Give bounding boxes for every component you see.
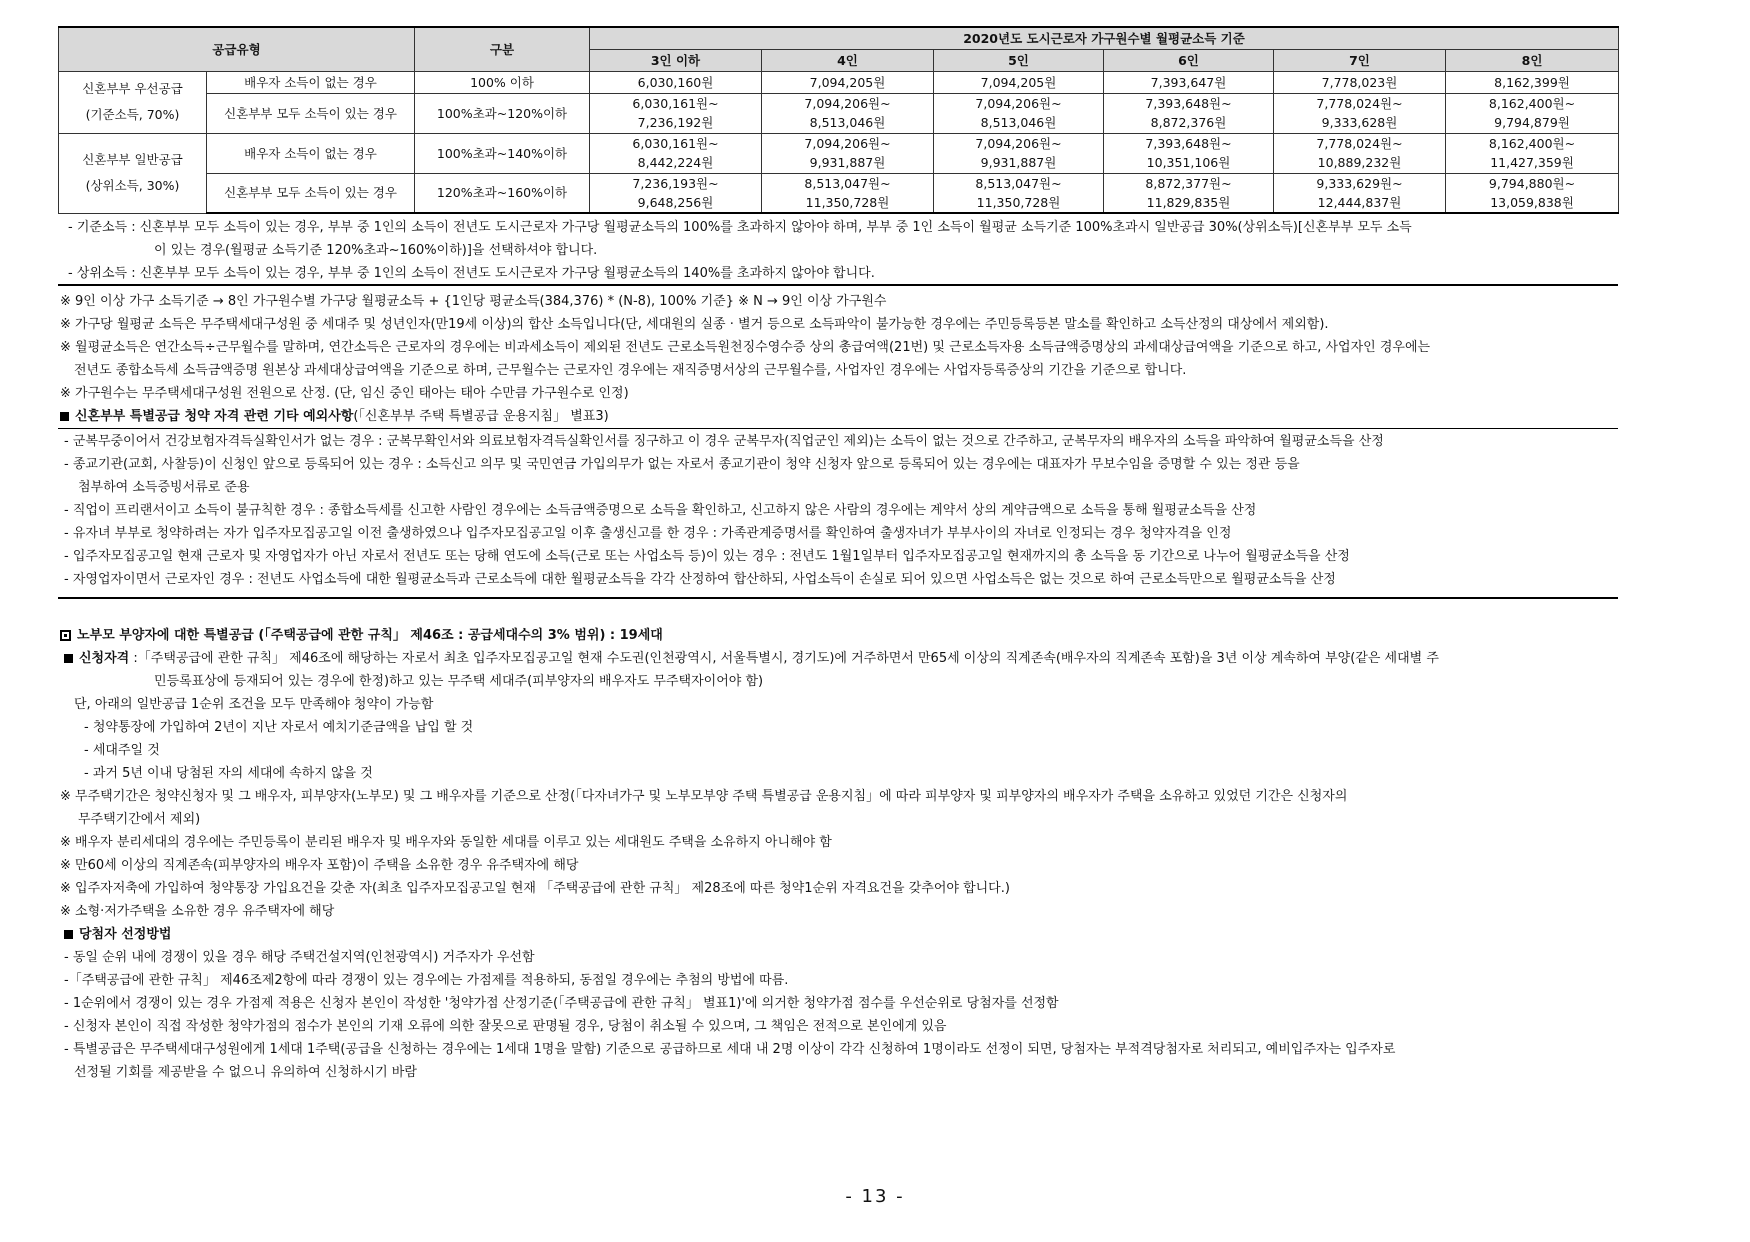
income-value: 9,931,887원 [809,155,886,170]
winner-item: - 특별공급은 무주택세대구성원에게 1세대 1주택(공급을 신청하는 경우에는 1세대 1명을 말함) 기준으로 공급하므로 세대 내 2명 이상이 각각 신청하여 1명이라도 선정이 되면, 당첨자는 부적격당첨자로 처리되고, 예비입주자는 입주자로 [64,1042,1396,1057]
remark-item: ※ 배우자 분리세대의 경우에는 주민등록이 분리된 배우자 및 배우자와 동일한 세대를 이루고 있는 세대원도 주택을 소유하지 아니해야 함 [60,835,832,850]
income-value: 7,236,192원 [637,115,714,130]
winner-item: - 동일 순위 내에 경쟁이 있을 경우 해당 주택건설지역(인천광역시) 거주자가 우선함 [64,950,535,965]
income-value: 11,350,728원 [805,194,890,210]
divider [58,597,1618,599]
income-value: 7,094,206원~ [804,136,891,151]
exception-item: - 유자녀 부부로 청약하려는 자가 입주자모집공고일 이전 출생하였으나 입주자모집공고일 이후 출생신고를 한 경우 : 가족관계증명서를 확인하여 출생자녀가 부부사이의 자녀로 인정되는 경우 청약자격을 인정 [64,526,1232,541]
exception-title: 신혼부부 특별공급 청약 자격 관련 기타 예외사항 [75,409,354,424]
income-value: 7,094,206원~ [804,96,891,111]
remark-line: ※ 가구당 월평균 소득은 무주택세대구성원 중 세대주 및 성년인자(만19세 이상)의 합산 소득입니다(단, 세대원의 실종 · 별거 등으로 소득파악이 불가능한 경우에는 주민등록등본 말소를 확인하고 소득산정의 대상에서 제외함). [60,317,1329,332]
qualification-line [60,647,1630,670]
income-value-cell [590,133,762,173]
exception-heading [60,405,1620,428]
income-value-cell [762,93,934,133]
remark-item: ※ 소형·저가주택을 소유한 경우 유주택자에 해당 [60,904,335,919]
supply-group-label [59,133,207,213]
income-value: 9,648,256원 [637,194,714,210]
income-value: 9,333,629원~ [1316,175,1403,191]
income-value-cell [762,71,934,93]
note-line: - 기준소득 : 신혼부부 모두 소득이 있는 경우, 부부 중 1인의 소득이 전년도 도시근로자 가구당 월평균소득의 100%를 초과하지 않아야 하며, 부부 중 1인 소득이 월평균 소득기준 100%초과시 일반공급 30%(상위소득)[신혼부부 모두 소득 [68,220,1412,235]
income-value: 7,778,023원 [1321,74,1398,90]
income-value-cell [934,93,1104,133]
income-value-cell [934,133,1104,173]
page-number: - 13 - [845,1186,905,1207]
income-value: 11,350,728원 [976,194,1061,210]
exception-item: 첨부하여 소득증빙서류로 준용 [78,480,250,495]
income-range-cell: 100%초과~120%이하 [415,93,590,133]
header-household-col: 7인 [1274,49,1446,71]
income-value: 9,333,628원 [1321,115,1398,130]
remark-line: 전년도 종합소득세 소득금액증명 원본상 과세대상급여액을 기준으로 하며, 근무월수는 근로자인 경우에는 재직증명서상의 근무월수를, 사업자인 경우에는 사업자등록증상의 기간을 기준으로 합니다. [74,363,1187,378]
income-value-cell [1104,133,1274,173]
qualification-label: 신청자격 [79,651,130,666]
income-value: 8,872,376원 [1150,115,1227,130]
qualification-line: 민등록표상에 등재되어 있는 경우에 한정)하고 있는 무주택 세대주(피부양자의 배우자도 무주택자이어야 함) [154,674,764,689]
income-value: 7,236,193원~ [632,175,719,191]
income-value: 10,351,106원 [1146,155,1231,170]
section-title: 노부모 부양자에 대한 특별공급 (「주택공급에 관한 규칙」 제46조 : 공급세대수의 3% 범위) : 19세대 [60,624,1630,647]
income-value: 8,442,224원 [637,155,714,170]
income-value-cell [1274,133,1446,173]
income-value: 7,094,206원~ [975,136,1062,151]
header-income-group-title: 2020년도 도시근로자 가구원수별 월평균소득 기준 [590,27,1619,49]
income-notes [68,216,1628,285]
income-value: 8,872,377원~ [1145,175,1232,191]
income-value: 7,094,205원 [980,74,1057,90]
income-value-cell [590,71,762,93]
bullet-square-icon [64,930,73,939]
exception-item: - 군복무중이어서 건강보험자격득실확인서가 없는 경우 : 군복무확인서와 의료보험자격득실확인서를 징구하고 이 경우 군복무자(직업군인 제외)는 소득이 없는 것으로 간주하고, 군복무자의 배우자의 소득을 파악하여 월평균소득을 산정 [64,434,1384,449]
income-value: 8,162,400원~ [1488,96,1576,111]
exception-item: - 종교기관(교회, 사찰등)이 신청인 앞으로 등록되어 있는 경우 : 소득신고 의무 및 국민연금 가입의무가 없는 자로서 종교기관이 청약 신청자 앞으로 등록되어 있는 경우에는 대표자가 무보수임을 증명할 수 있는 정관 등을 [64,457,1300,472]
remark-item: 무주택기간에서 제외) [78,812,201,827]
winner-item: - 1순위에서 경쟁이 있는 경우 가점제 적용은 신청자 본인이 작성한 '청약가점 산정기준(「주택공급에 관한 규칙」 별표1)'에 의거한 청약가점 점수를 우선순위로 당첨자를 선정함 [64,996,1059,1011]
income-type-cell: 배우자 소득이 없는 경우 [207,71,415,93]
income-value-cell [1104,93,1274,133]
income-type-cell: 신혼부부 모두 소득이 있는 경우 [207,173,415,213]
note-line: 이 있는 경우(월평균 소득기준 120%초과~160%이하)]을 선택하셔야 합니다. [154,243,598,258]
income-value: 9,931,887원 [980,155,1057,170]
table-row [59,93,1619,133]
income-table-body [59,71,1619,213]
income-value: 7,393,647원 [1150,74,1227,90]
table-row [59,173,1619,213]
income-value: 8,162,400원~ [1488,136,1576,151]
winner-item: -「주택공급에 관한 규칙」 제46조제2항에 따라 경쟁이 있는 경우에는 가점제를 적용하되, 동점일 경우에는 추첨의 방법에 따름. [64,973,789,988]
income-value: 8,162,399원 [1494,74,1570,90]
header-category: 구분 [415,27,590,71]
remark-item: ※ 입주자저축에 가입하여 청약통장 가입요건을 갖춘 자(최초 입주자모집공고일 현재 「주택공급에 관한 규칙」 제28조에 따른 청약1순위 자격요건을 갖추어야 합니다.) [60,881,1010,896]
income-value-cell [1104,173,1274,213]
remark-line: ※ 9인 이상 가구 소득기준 → 8인 가구원수별 가구당 월평균소득 + {1인당 평균소득(384,376) * (N-8), 100% 기준} ※ N → 9인 이상 가구원수 [60,294,887,309]
income-value-cell [1446,133,1619,173]
income-value-cell [934,173,1104,213]
section-square-icon [60,630,71,641]
income-value: 11,829,835원 [1146,194,1231,210]
income-range-cell: 100%초과~140%이하 [415,133,590,173]
income-value-cell [1104,71,1274,93]
income-value: 7,094,205원 [809,74,886,90]
exception-item: - 직업이 프리랜서이고 소득이 불규칙한 경우 : 종합소득세를 신고한 사람인 경우에는 소득금액증명으로 소득을 확인하고, 신고하지 않은 사람의 경우에는 계약서 상의 계약금액으로 소득을 통해 월평균소득을 산정 [64,503,1257,518]
remark-line: ※ 가구원수는 무주택세대구성원 전원으로 산정. (단, 임신 중인 태아는 태아 수만큼 가구원수로 인정) [60,386,629,401]
exception-item: - 자영업자이면서 근로자인 경우 : 전년도 사업소득에 대한 월평균소득과 근로소득에 대한 월평균소득을 각각 산정하여 합산하되, 사업소득이 손실로 되어 있으면 사업소득은 없는 것으로 하여 근로소득만으로 월평균소득을 산정 [64,572,1336,587]
divider [58,284,1618,286]
header-household-col: 8인 [1446,49,1619,71]
income-criteria-table [58,26,1619,214]
income-value-cell [1446,71,1619,93]
income-type-cell: 배우자 소득이 없는 경우 [207,133,415,173]
income-value-cell [1274,71,1446,93]
income-value: 13,059,838원 [1490,194,1574,210]
bullet-square-icon [64,654,73,663]
header-household-col: 3인 이하 [590,49,762,71]
condition-item: - 세대주일 것 [84,743,160,758]
condition-item: - 청약통장에 가입하여 2년이 지난 자로서 예치기준금액을 납입 할 것 [84,720,474,735]
income-value: 8,513,046원 [980,115,1057,130]
exception-ref: (「신혼부부 주택 특별공급 운용지침」 별표3) [353,409,609,424]
income-value: 10,889,232원 [1317,155,1402,170]
remark-line: ※ 월평균소득은 연간소득÷근무월수를 말하며, 연간소득은 근로자의 경우에는 비과세소득이 제외된 전년도 근로소득원천징수영수증 상의 총급여액(21번) 및 근로소득자용 소득금액증명상의 과세대상급여액을 기준으로 하고, 사업자인 경우에는 [60,340,1431,355]
income-value: 7,778,024원~ [1316,96,1403,111]
income-value-cell [590,93,762,133]
header-household-col: 6인 [1104,49,1274,71]
header-household-col: 5인 [934,49,1104,71]
remark-item: ※ 무주택기간은 청약신청자 및 그 배우자, 피부양자(노부모) 및 그 배우자를 기준으로 산정(「다자녀가구 및 노부모부양 주택 특별공급 운용지침」에 따라 피부양자 및 피부양자의 배우자가 주택을 소유하고 있었던 기간은 신청자의 [60,789,1348,804]
income-range-cell: 120%초과~160%이하 [415,173,590,213]
income-value: 7,778,024원~ [1316,136,1403,151]
income-value: 12,444,837원 [1317,194,1402,210]
elderly-support-section [60,624,1630,1084]
supply-group-name: 신혼부부 일반공급 [82,152,183,167]
income-value-cell [590,173,762,213]
supply-group-label [59,71,207,133]
supply-group-name: 신혼부부 우선공급 [82,81,183,96]
income-range-cell: 100% 이하 [415,71,590,93]
income-value: 7,393,648원~ [1145,136,1232,151]
income-value: 6,030,160원 [637,74,714,90]
supply-group-ratio: (기준소득, 70%) [85,107,180,122]
income-value: 6,030,161원~ [632,136,719,151]
income-value: 7,393,648원~ [1145,96,1232,111]
divider [58,428,1618,429]
income-value: 9,794,879원 [1494,115,1570,130]
income-value: 6,030,161원~ [632,96,719,111]
income-value: 8,513,047원~ [804,175,891,191]
income-type-cell: 신혼부부 모두 소득이 있는 경우 [207,93,415,133]
income-value-cell [1446,93,1619,133]
winner-item: - 신청자 본인이 직접 작성한 청약가점의 점수가 본인의 기재 오류에 의한 잘못으로 판명될 경우, 당첨이 취소될 수 있으며, 그 책임은 전적으로 본인에게 있음 [64,1019,947,1034]
income-remarks [60,290,1620,428]
remark-item: ※ 만60세 이상의 직계존속(피부양자의 배우자 포함)이 주택을 소유한 경우 유주택자에 해당 [60,858,579,873]
income-value: 8,513,046원 [809,115,886,130]
condition-item: - 과거 5년 이내 당첨된 자의 세대에 속하지 않을 것 [84,766,373,781]
income-value: 9,794,880원~ [1488,175,1576,191]
condition-intro: 단, 아래의 일반공급 1순위 조건을 모두 만족해야 청약이 가능함 [74,697,434,712]
winner-heading: 당첨자 선정방법 [60,923,1630,946]
income-value-cell [1274,173,1446,213]
exception-item: - 입주자모집공고일 현재 근로자 및 자영업자가 아닌 자로서 전년도 또는 당해 연도에 소득(근로 또는 사업소득 등)이 있는 경우 : 전년도 1월1일부터 입주자모집공고일 현재까지의 총 소득을 동 기간으로 나누어 월평균소득을 산정 [64,549,1350,564]
note-line: - 상위소득 : 신혼부부 모두 소득이 있는 경우, 부부 중 1인의 소득이 전년도 도시근로자 가구당 월평균소득의 140%를 초과하지 않아야 합니다. [68,266,875,281]
header-household-col: 4인 [762,49,934,71]
income-value-cell [762,133,934,173]
bullet-square-icon [60,412,69,421]
income-value: 7,094,206원~ [975,96,1062,111]
table-row [59,71,1619,93]
income-value-cell [934,71,1104,93]
income-table-wrap [58,26,1618,214]
header-supply-type: 공급유형 [59,27,415,71]
income-value: 11,427,359원 [1490,155,1574,170]
income-value: 8,513,047원~ [975,175,1062,191]
winner-item: 선정될 기회를 제공받을 수 없으니 유의하여 신청하시기 바람 [74,1065,417,1080]
income-value-cell [1446,173,1619,213]
table-row [59,133,1619,173]
exception-list [64,430,1624,591]
supply-group-ratio: (상위소득, 30%) [85,178,180,193]
income-value-cell [762,173,934,213]
qualification-text: :「주택공급에 관한 규칙」 제46조에 해당하는 자로서 최초 입주자모집공고일 현재 수도권(인천광역시, 서울특별시, 경기도)에 거주하면서 만65세 이상의 직계존속(배우자의 직계존속 포함)을 3년 이상 계속하여 부양(같은 세대별 주 [133,651,1439,666]
income-value-cell [1274,93,1446,133]
